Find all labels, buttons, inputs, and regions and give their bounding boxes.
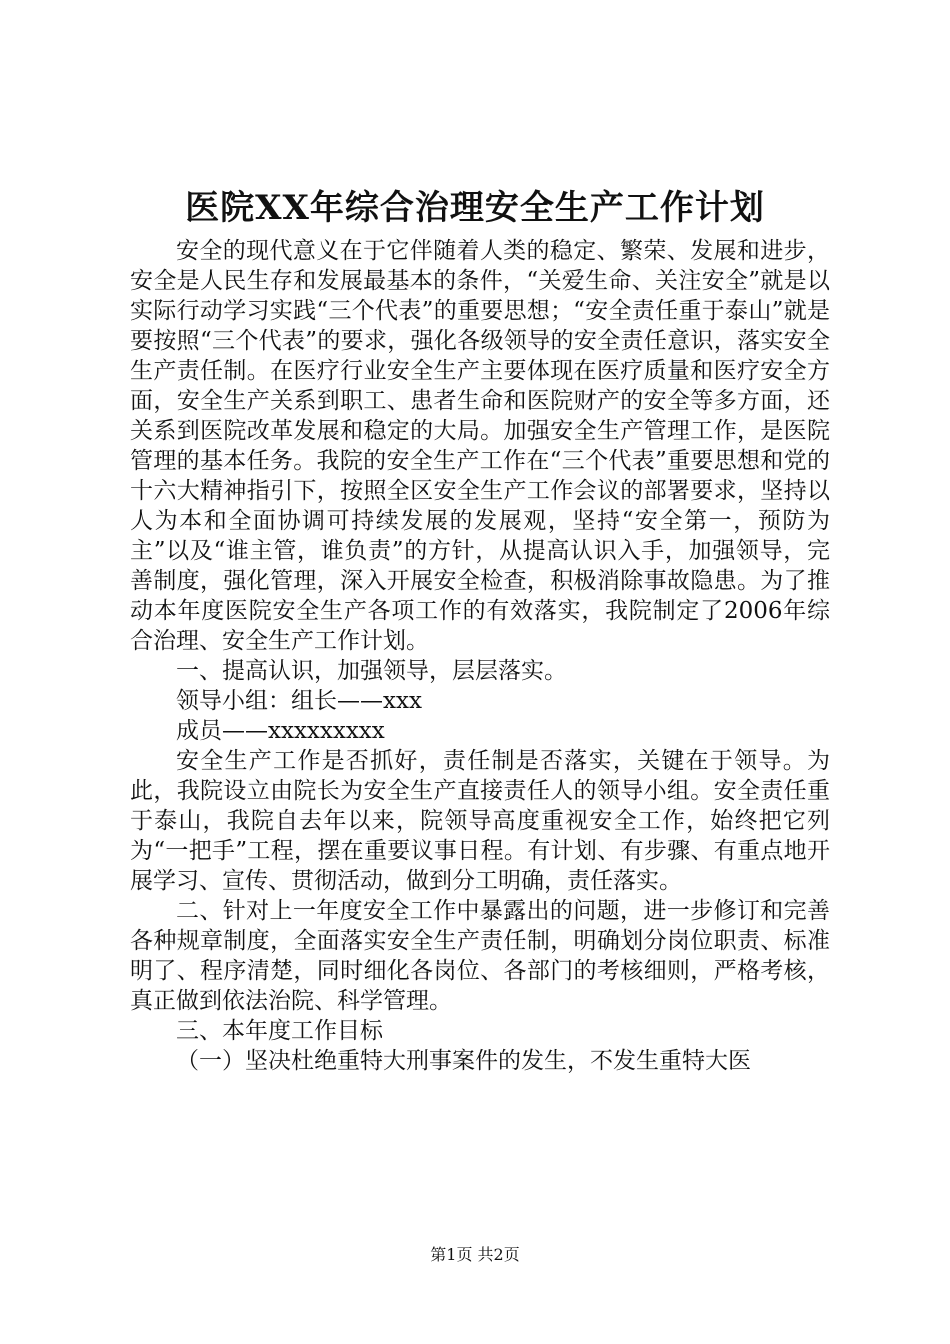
page-footer: 第1页 共2页 (430, 1245, 520, 1264)
document-title: 医院XX年综合治理安全生产工作计划 (185, 188, 765, 228)
leadership-group-line: 领导小组：组长——xxx (176, 688, 422, 714)
members-line: 成员——xxxxxxxxx (176, 718, 385, 744)
document-body (130, 236, 830, 1076)
section-heading-3: 三、本年度工作目标 (176, 1018, 383, 1044)
paragraph-responsibility: 安全生产工作是否抓好，责任制是否落实，关键在于领导。为此，我院设立由院长为安全生产直接责任人的领导小组。安全责任重于泰山，我院自去年以来，院领导高度重视安全工作，始终把它列为“一把手”工程，摆在重要议事日程。有计划、有步骤、有重点地开展学习、宣传、贯彻活动，做到分工明确，责任落实。 (130, 748, 830, 894)
section-heading-2: 二、针对上一年度安全工作中暴露出的问题，进一步修订和完善各种规章制度，全面落实安全生产责任制，明确划分岗位职责、标准明了、程序清楚，同时细化各岗位、各部门的考核细则，严格考核，真正做到依法治院、科学管理。 (130, 898, 830, 1014)
paragraph-intro: 安全的现代意义在于它伴随着人类的稳定、繁荣、发展和进步，安全是人民生存和发展最基本的条件，“关爱生命、关注安全”就是以实际行动学习实践“三个代表”的重要思想；“安全责任重于泰山”就是要按照“三个代表”的要求，强化各级领导的安全责任意识，落实安全生产责任制。在医疗行业安全生产主要体现在医疗质量和医疗安全方面，安全生产关系到职工、患者生命和医院财产的安全等多方面，还关系到医院改革发展和稳定的大局。加强安全生产管理工作，是医院管理的基本任务。我院的安全生产工作在“三个代表”重要思想和党的十六大精神指引下，按照全区安全生产工作会议的部署要求，坚持以人为本和全面协调可持续发展的发展观，坚持“安全第一，预防为主”以及“谁主管，谁负责”的方针，从提高认识入手，加强领导，完善制度，强化管理，深入开展安全检查，积极消除事故隐患。为了推动本年度医院安全生产各项工作的有效落实，我院制定了2006年综合治理、安全生产工作计划。 (130, 238, 830, 654)
goal-item-1: （一）坚决杜绝重特大刑事案件的发生，不发生重特大医 (176, 1048, 751, 1074)
section-heading-1: 一、提高认识，加强领导，层层落实。 (176, 658, 567, 684)
